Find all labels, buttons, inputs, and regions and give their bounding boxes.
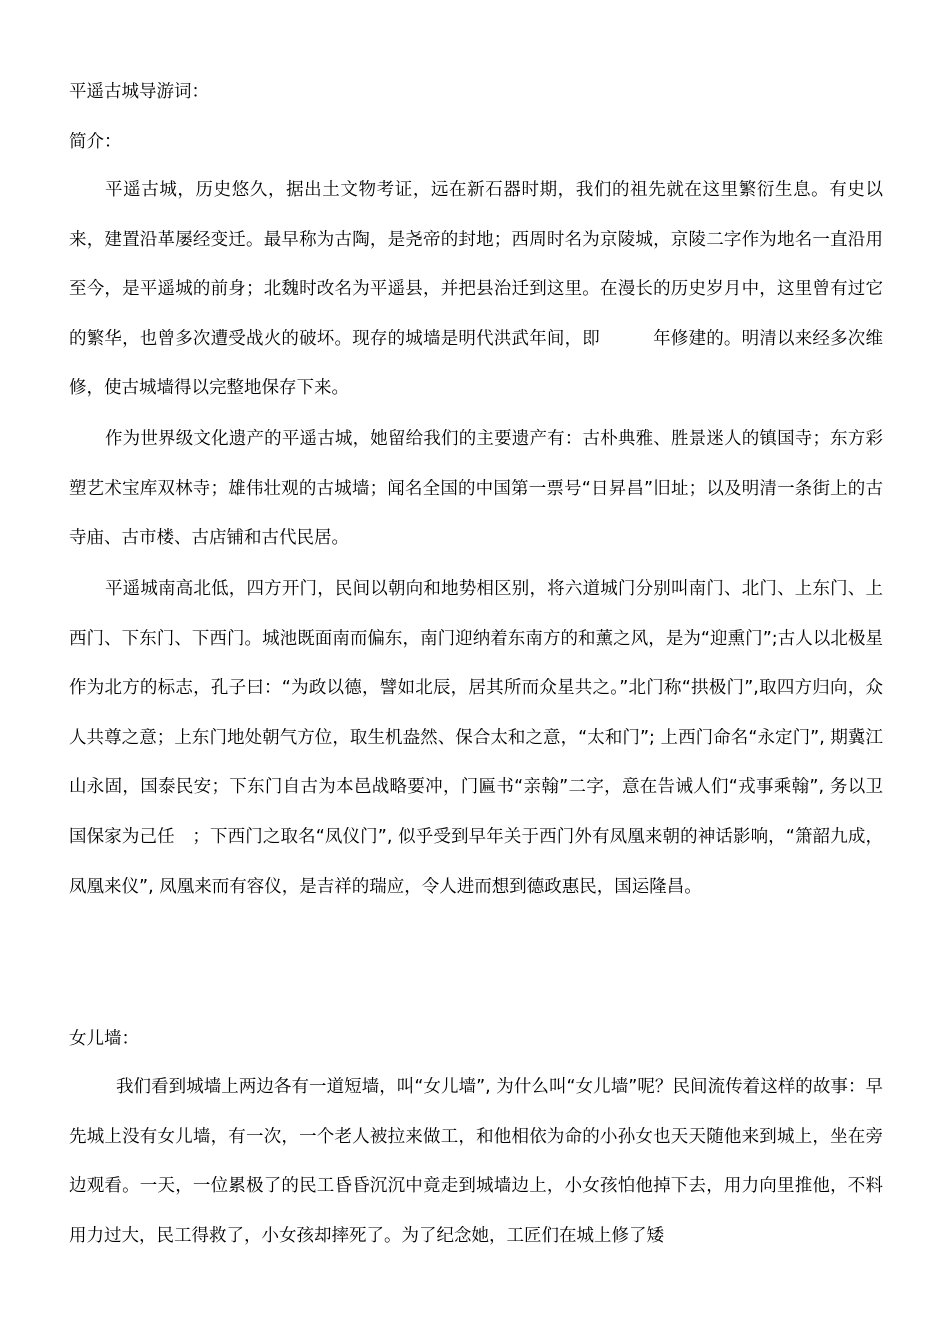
parapet-wall-heading: 女儿墙：: [69, 1029, 139, 1049]
intro-paragraph-history: 平遥古城，历史悠久，据出土文物考证，远在新石器时期，我们的祖先就在这里繁衍生息。有史以来，建置沿革屡经变迁。最早称为古陶，是尧帝的封地；西周时名为京陵城，京陵二字作为地名一直沿用至今，是平遥城的前身；北魏时改名为平遥县，并把县治迁到这里。在漫长的历史岁月中，这里曾有过它的繁华，也曾多次遭受战火的破坏。现存的城墙是明代洪武年间，即 年修建的。明清以来经多次维修，使古城墙得以完整地保存下来。: [69, 180, 883, 399]
document-title: 平遥古城导游词：: [69, 82, 209, 102]
parapet-wall-paragraph: 我们看到城墙上两边各有一道短墙，叫“女儿墙”, 为什么叫“女儿墙”呢？民间流传着这样的故事：早先城上没有女儿墙，有一次，一个老人被拉来做工，和他相依为命的小孙女也天天随他来到城上，坐在旁边观看。一天，一位累极了的民工昏昏沉沉中竟走到城墙边上，小女孩怕他掉下去，用力向里推他，不料用力过大，民工得救了，小女孩却摔死了。为了纪念她，工匠们在城上修了矮: [69, 1077, 883, 1246]
intro-paragraph-gates: 平遥城南高北低，四方开门，民间以朝向和地势相区别，将六道城门分别叫南门、北门、上东门、上西门、下东门、下西门。城池既面南而偏东，南门迎纳着东南方的和薰之风，是为“迎熏门”;古人以北极星作为北方的标志，孔子曰：“为政以德，譬如北辰，居其所而众星共之。”北门称“拱极门”,取四方归向，众人共尊之意；上东门地处朝气方位，取生机盎然、保合太和之意，“太和门”; 上西门命名“永定门”, 期冀江山永固，国泰民安；下东门自古为本邑战略要冲，门匾书“亲翰”二字，意在告诫人们“戎事乘翰”, 务以卫国保家为己任 ；下西门之取名“凤仪门”, 似乎受到早年关于西门外有凤凰来朝的神话影响，“箫韶九成，凤凰来仪”, 凤凰来而有容仪，是吉祥的瑞应，令人进而想到德政惠民，国运隆昌。: [69, 579, 883, 897]
intro-heading: 简介：: [69, 132, 122, 152]
intro-paragraph-heritage: 作为世界级文化遗产的平遥古城，她留给我们的主要遗产有：古朴典雅、胜景迷人的镇国寺；东方彩塑艺术宝库双林寺；雄伟壮观的古城墙；闻名全国的中国第一票号“日昇昌”旧址；以及明清一条街上的古寺庙、古市楼、古店铺和古代民居。: [69, 429, 883, 549]
